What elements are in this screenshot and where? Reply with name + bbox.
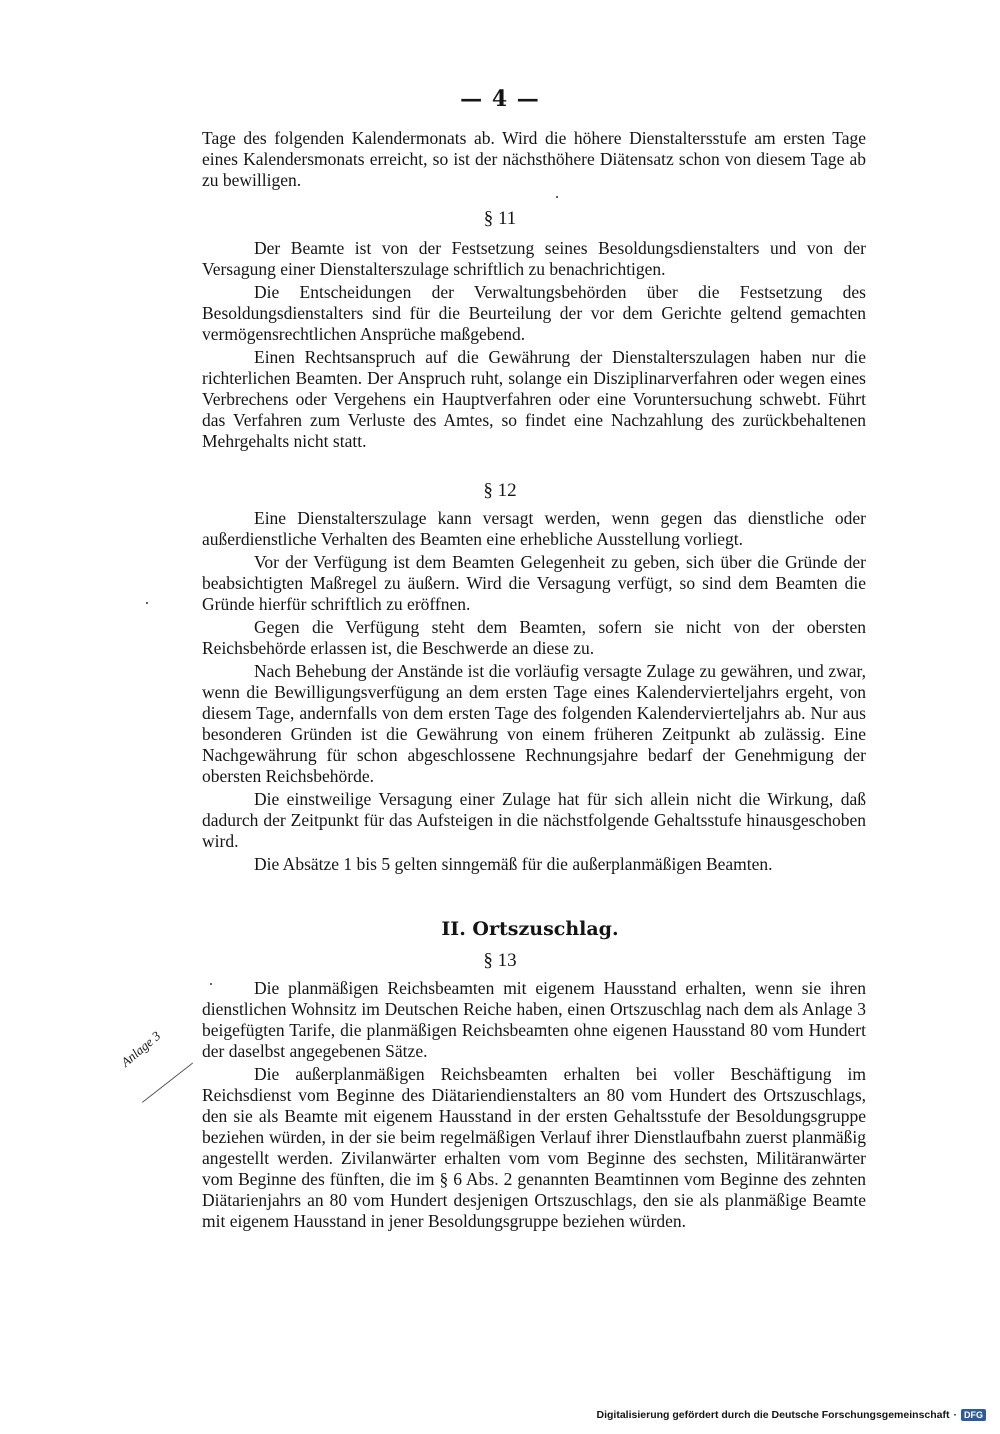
section-11-paragraph-3: Einen Rechtsanspruch auf die Gewährung der Dienstalterszulagen haben nur die richterlichen Beamten. Der Anspruch ruht, solange ein Disziplinarverfahren oder wegen eines Verbrechens oder Vergehens ein Hauptverfahren oder eine Voruntersuchung schwebt. Führt das Verfahren zum Verluste des Amtes, so findet eine Nachzahlung des zurückbehaltenen Mehrgehalts nicht statt. bbox=[202, 347, 866, 451]
section-13-paragraph-1: Die planmäßigen Reichsbeamten mit eigenem Hausstand erhalten, wenn sie ihren dienstlichen Wohnsitz im Deutschen Reiche haben, einen Ortszuschlag nach dem als Anlage 3 beigefügten Tarife, die planmäßigen Reichsbeamten ohne eigenen Hausstand 80 vom Hundert der daselbst angegebenen Sätze. bbox=[202, 978, 866, 1061]
section-12-paragraph-6: Die Absätze 1 bis 5 gelten sinngemäß für die außerplanmäßigen Beamten. bbox=[254, 854, 773, 874]
section-13-heading: § 13 bbox=[483, 950, 517, 971]
section-11-body bbox=[202, 236, 866, 452]
section-13-body bbox=[202, 976, 866, 1232]
section-11-heading: § 11 bbox=[483, 208, 517, 229]
section-12-heading: § 12 bbox=[483, 480, 517, 501]
intro-paragraph: Tage des folgenden Kalendermonats ab. Wird die höhere Dienstaltersstufe am ersten Tage eines Kalendersmonats erreicht, so ist der nächsthöhere Diätensatz schon von diesem Tage ab zu bewilligen. bbox=[202, 128, 866, 190]
chapter-heading: II. Ortszuschlag. bbox=[441, 918, 619, 940]
margin-annotation-rule bbox=[142, 1063, 193, 1103]
intro-paragraph-block bbox=[202, 128, 866, 191]
dfg-logo: DFG bbox=[961, 1409, 986, 1421]
section-11-paragraph-2: Die Entscheidungen der Verwaltungsbehörden über die Festsetzung des Besoldungsdienstalters sind für die Beurteilung der vor dem Gerichte geltend gemachten vermögensrechtlichen Ansprüche maßgebend. bbox=[202, 282, 866, 344]
page-number: — 4 — bbox=[460, 86, 540, 112]
section-11-paragraph-1: Der Beamte ist von der Festsetzung seines Besoldungsdienstalters und von der Versagung einer Dienstalterszulage schriftlich zu benachrichtigen. bbox=[202, 238, 866, 279]
section-12-paragraph-3: Gegen die Verfügung steht dem Beamten, sofern sie nicht von der obersten Reichsbehörde erlassen ist, die Beschwerde an diese zu. bbox=[202, 617, 866, 658]
paper-speck bbox=[210, 983, 212, 985]
section-12-body bbox=[202, 506, 866, 875]
paper-speck bbox=[556, 196, 558, 198]
digitization-footer: Digitalisierung gefördert durch die Deutsche Forschungsgemeinschaft · DFG bbox=[597, 1409, 986, 1421]
margin-annotation: Anlage 3 bbox=[118, 1028, 164, 1070]
section-12-paragraph-5: Die einstweilige Versagung einer Zulage hat für sich allein nicht die Wirkung, daß dadurch der Zeitpunkt für das Aufsteigen in die nächstfolgende Gehaltsstufe hinausgeschoben wird. bbox=[202, 789, 866, 851]
section-12-paragraph-2: Vor der Verfügung ist dem Beamten Gelegenheit zu geben, sich über die Gründe der beabsichtigten Maßregel zu äußern. Wird die Versagung verfügt, so sind dem Beamten die Gründe hierfür schriftlich zu eröffnen. bbox=[202, 552, 866, 614]
footer-text: Digitalisierung gefördert durch die Deutsche Forschungsgemeinschaft bbox=[596, 1409, 950, 1421]
paper-speck bbox=[146, 602, 148, 604]
section-12-paragraph-4: Nach Behebung der Anstände ist die vorläufig versagte Zulage zu gewähren, und zwar, wenn die Bewilligungsverfügung an dem ersten Tage eines Kalendervierteljahrs ergeht, von diesem Tage, andernfalls von dem ersten Tage des folgenden Kalendervierteljahrs ab. Nur aus besonderen Gründen ist die Gewährung von einem früheren Zeitpunkt ab zulässig. Eine Nachgewährung für schon abgeschlossene Rechnungsjahre bedarf der Genehmigung der obersten Reichsbehörde. bbox=[202, 661, 866, 786]
section-12-paragraph-1: Eine Dienstalterszulage kann versagt werden, wenn gegen das dienstliche oder außerdienstliche Verhalten des Beamten eine erhebliche Ausstellung vorliegt. bbox=[202, 508, 866, 549]
section-13-paragraph-2: Die außerplanmäßigen Reichsbeamten erhalten bei voller Beschäftigung im Reichsdienst vom Beginne des Diätariendienstalters an 80 vom Hundert des Ortszuschlags, den sie als Beamte mit eigenem Hausstand in der ersten Gehaltsstufe der Besoldungsgruppe beziehen würden, in der sie beim regelmäßigen Verlauf ihrer Dienstlaufbahn zuerst planmäßig angestellt werden. Zivilanwärter erhalten vom vom Beginne des sechsten, Militäranwärter vom Beginne des fünften, die im § 6 Abs. 2 genannten Beamtinnen vom Beginne des zehnten Diätarienjahrs an 80 vom Hundert desjenigen Ortszuschlags, den sie als planmäßige Beamte mit eigenem Hausstand in jener Besoldungsgruppe beziehen würden. bbox=[202, 1064, 866, 1231]
